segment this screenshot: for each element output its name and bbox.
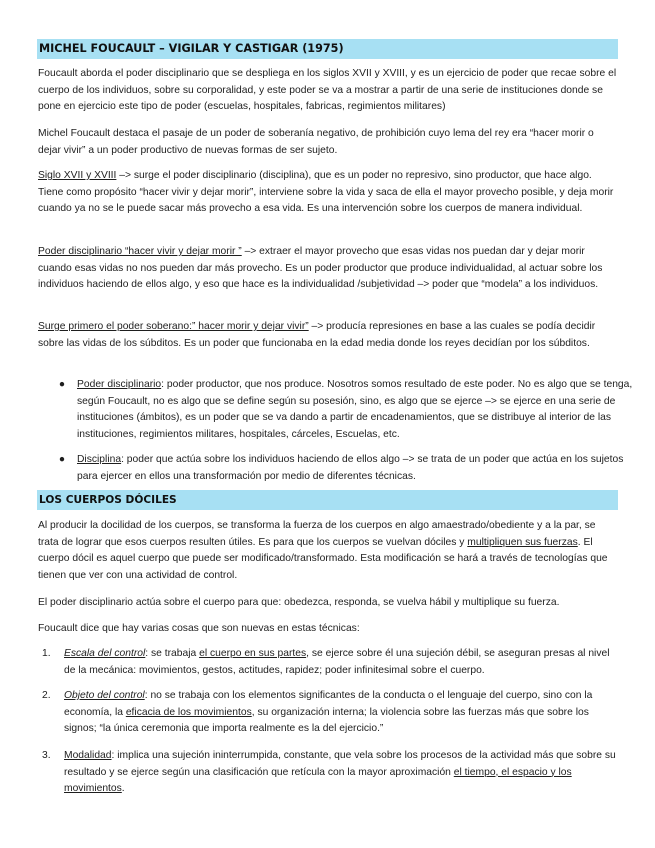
- term-objeto: Objeto del control: [64, 690, 145, 701]
- paragraph-soberania: Michel Foucault destaca el pasaje de un poder de soberanía negativo, de prohibición cuyo lema del rey era “hacer morir o dejar vivir” a un poder productivo de nuevas formas de ser sujeto.: [38, 128, 594, 156]
- paragraph-docilidad-b: . El cuerpo dócil es aquel cuerpo que puede ser modificado/transformado. Esta modificación se hará a través de tecnologías que tienen que ver con una actividad de control.: [38, 536, 608, 582]
- term-poder-soberano: Surge primero el poder soberano:” hacer morir y dejar vivir”: [38, 321, 309, 332]
- paragraph-siglo-text: –> surge el poder disciplinario (disciplina), que es un poder no represivo, sino productor, que hace algo. Tiene como propósito “hacer vivir y dejar morir”, interviene sobre la vida y saca de ella el mayor provecho posible, y deja morir cuando ya no se le puede sacar más provecho a esa vida. Es una intervención sobre los cuerpos de manera individual.: [38, 170, 614, 215]
- list-item-text: .: [121, 783, 125, 795]
- bullet-marker: ●: [58, 454, 66, 465]
- list-item-poder-disciplinario: [77, 377, 637, 444]
- term-poder-disciplinario: Poder disciplinario “hacer vivir y dejar morir ”: [38, 246, 242, 257]
- bullet-marker: ●: [58, 379, 66, 390]
- paragraph-tecnicas: Foucault dice que hay varias cosas que son nuevas en estas técnicas:: [38, 623, 360, 634]
- term-cuerpo-partes: el cuerpo en sus partes: [199, 648, 307, 659]
- list-item-text: , se ejerce sobre él una sujeción débil, se aseguran presas al nivel de la mecánica: movimientos, gestos, actitudes, rapidez; poder infinitesimal sobre el cuerpo.: [64, 648, 610, 676]
- paragraph-poder-soberano-text: –> producía represiones en base a las cuales se podía decidir sobre las vidas de los súbditos. Es un poder que funcionaba en la edad media donde los reyes decidían por los súbditos.: [38, 321, 596, 349]
- term-modalidad: Modalidad: [64, 750, 112, 761]
- list-item-modalidad: [64, 748, 618, 798]
- paragraph-poder-soberano: [38, 319, 618, 352]
- list-item-text: : se trabaja: [145, 648, 200, 659]
- list-item-text: : poder que actúa sobre los individuos haciendo de ellos algo –> se trata de un poder que actúa en los sujetos para ejercer en ellos una transformación por medio de diferentes técnicas.: [77, 454, 624, 482]
- term-tiempo-espacio: el tiempo, el espacio y los movimientos: [64, 766, 572, 795]
- list-number: 3.: [42, 750, 51, 761]
- list-number: 2.: [42, 690, 51, 701]
- term-eficacia: eficacia de los movimientos: [125, 706, 252, 718]
- list-number: 1.: [42, 648, 51, 659]
- paragraph-docilidad: [38, 518, 618, 585]
- term-bullet-1: Poder disciplinario: [77, 379, 162, 390]
- list-item-text: : no se trabaja con los elementos significantes de la conducta o el lenguaje del cuerpo, sino con la economía, la: [64, 690, 593, 718]
- paragraph-poder-disciplinario-text: –> extraer el mayor provecho que esas vidas nos puedan dar y dejar morir cuando esas vidas no nos pueden dar más provecho. Es un poder productor que produce individualidad, al actuar sobre los individuos haciendo de ellos algo, y eso que hace es la individualidad /subjetividad –> poder que “modela” a los individuos.: [38, 246, 603, 291]
- paragraph-obedezca: El poder disciplinario actúa sobre el cuerpo para que: obedezca, responda, se vuelva hábil y multiplique su fuerza.: [38, 597, 560, 608]
- paragraph-docilidad-a: Al producir la docilidad de los cuerpos, se transforma la fuerza de los cuerpos en algo amaestrado/obediente y a la par, se trata de lograr que esos cuerpos resulten útiles. Es para que los cuerpos se vuelvan dóciles y: [38, 520, 596, 548]
- document-title: MICHEL FOUCAULT – VIGILAR Y CASTIGAR (1975): [37, 39, 618, 59]
- list-item-text: : poder productor, que nos produce. Nosotros somos resultado de este poder. No es algo que se tenga, según Foucault, no es algo que se define según su posesión, sino, es algo que se ejerce –> se ejerce en una serie de instituciones (ámbitos), es un poder que se va dando a partir de encadenamientos, que se distribuye al interior de las instituciones, regimientos militares, hospitales, cárceles, Escuelas, etc.: [77, 379, 633, 441]
- term-multipliquen: multipliquen sus fuerzas: [467, 536, 578, 548]
- term-siglo: Siglo XVII y XVIII: [38, 170, 117, 181]
- list-item-objeto: [64, 688, 618, 738]
- section-heading-cuerpos-dociles: LOS CUERPOS DÓCILES: [37, 490, 618, 510]
- term-bullet-2: Disciplina: [77, 454, 122, 465]
- list-item-escala: [64, 646, 618, 679]
- paragraph-siglo: [38, 168, 618, 218]
- list-item-disciplina: [77, 452, 637, 485]
- list-item-text: , su organización interna; la violencia sobre las fuerzas más que sobre los signos; “la única ceremonia que importa realmente es la del ejercicio.”: [64, 706, 589, 735]
- paragraph-intro: Foucault aborda el poder disciplinario que se despliega en los siglos XVII y XVIII, y es un ejercicio de poder que recae sobre el cuerpo de los individuos, sobre su corporalidad, y este poder se va a mostrar a partir de una serie de instituciones donde se pone en ejercicio este tipo de poder (escuelas, hospitales, fabricas, regimientos militares): [38, 68, 617, 113]
- list-item-text: : implica una sujeción ininterrumpida, constante, que vela sobre los procesos de la actividad más que sobre su resultado y se ejerce según una clasificación que retícula con la mayor aproximación: [64, 750, 616, 778]
- term-escala: Escala del control: [64, 648, 146, 659]
- paragraph-poder-disciplinario: [38, 244, 618, 294]
